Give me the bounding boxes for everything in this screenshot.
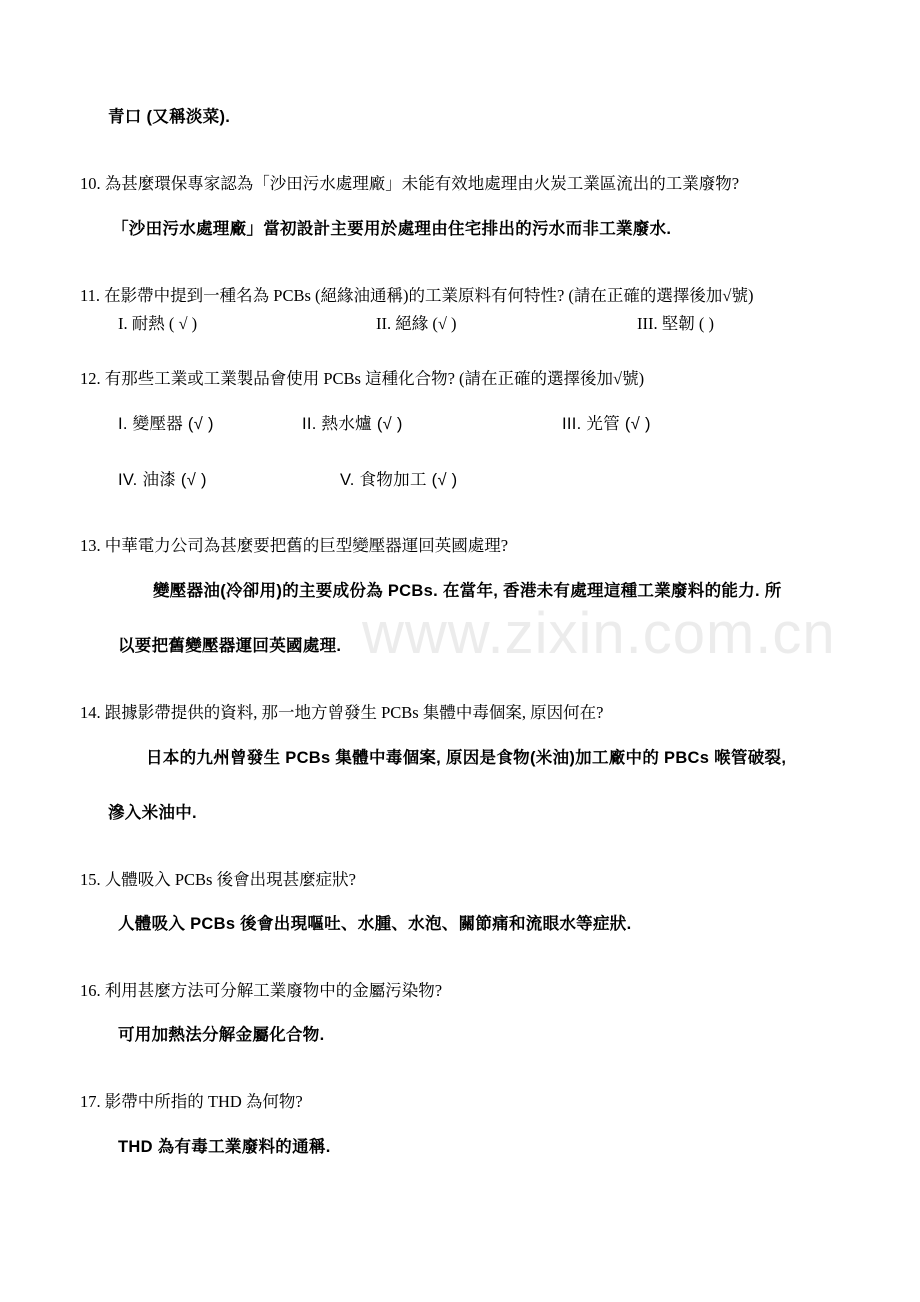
answer-14-line-2: 滲入米油中.	[108, 804, 197, 822]
question-17: 17. 影帶中所指的 THD 為何物?	[80, 1092, 303, 1111]
question-11: 11. 在影帶中提到一種名為 PCBs (絕緣油通稱)的工業原料有何特性? (請在正確的選擇後加√號)	[80, 286, 754, 305]
q12-option-paint: IV. 油漆 (√ )	[118, 471, 207, 489]
question-15: 15. 人體吸入 PCBs 後會出現甚麼症狀?	[80, 870, 356, 889]
q11-option-insulating: II. 絕緣 (√ )	[376, 314, 457, 333]
q12-option-water-heater: II. 熱水爐 (√ )	[302, 415, 403, 433]
q12-option-food-processing: V. 食物加工 (√ )	[340, 471, 458, 489]
answer-14-line-1: 日本的九州曾發生 PCBs 集體中毒個案, 原因是食物(米油)加工廠中的 PBCs 喉管破裂,	[146, 749, 787, 767]
q11-option-tough: III. 堅韌 ( )	[637, 314, 714, 333]
question-16: 16. 利用甚麼方法可分解工業廢物中的金屬污染物?	[80, 981, 443, 1000]
q11-option-heat-resistant: I. 耐熱 ( √ )	[118, 314, 198, 333]
q12-option-fluorescent-tube: III. 光管 (√ )	[562, 415, 651, 433]
question-10: 10. 為甚麼環保專家認為「沙田污水處理廠」未能有效地處理由火炭工業區流出的工業廢物?	[80, 174, 740, 193]
answer-17: THD 為有毒工業廢料的通稱.	[118, 1138, 331, 1156]
answer-10: 「沙田污水處理廠」當初設計主要用於處理由住宅排出的污水而非工業廢水.	[112, 220, 672, 238]
watermark: www.zixin.com.cn	[362, 601, 836, 666]
question-12: 12. 有那些工業或工業製品會使用 PCBs 這種化合物? (請在正確的選擇後加√號)	[80, 369, 645, 388]
answer-16: 可用加熱法分解金屬化合物.	[118, 1026, 325, 1044]
question-14: 14. 跟據影帶提供的資料, 那一地方曾發生 PCBs 集體中毒個案, 原因何在?	[80, 703, 604, 722]
q12-option-transformer: I. 變壓器 (√ )	[118, 415, 214, 433]
previous-answer: 青口 (又稱淡菜).	[108, 108, 231, 126]
answer-13-line-2: 以要把舊變壓器運回英國處理.	[118, 637, 342, 655]
question-13: 13. 中華電力公司為甚麼要把舊的巨型變壓器運回英國處理?	[80, 536, 509, 555]
answer-13-line-1: 變壓器油(冷卻用)的主要成份為 PCBs. 在當年, 香港未有處理這種工業廢料的能力. 所	[153, 582, 782, 600]
answer-15: 人體吸入 PCBs 後會出現嘔吐、水腫、水泡、關節痛和流眼水等症狀.	[118, 915, 632, 933]
